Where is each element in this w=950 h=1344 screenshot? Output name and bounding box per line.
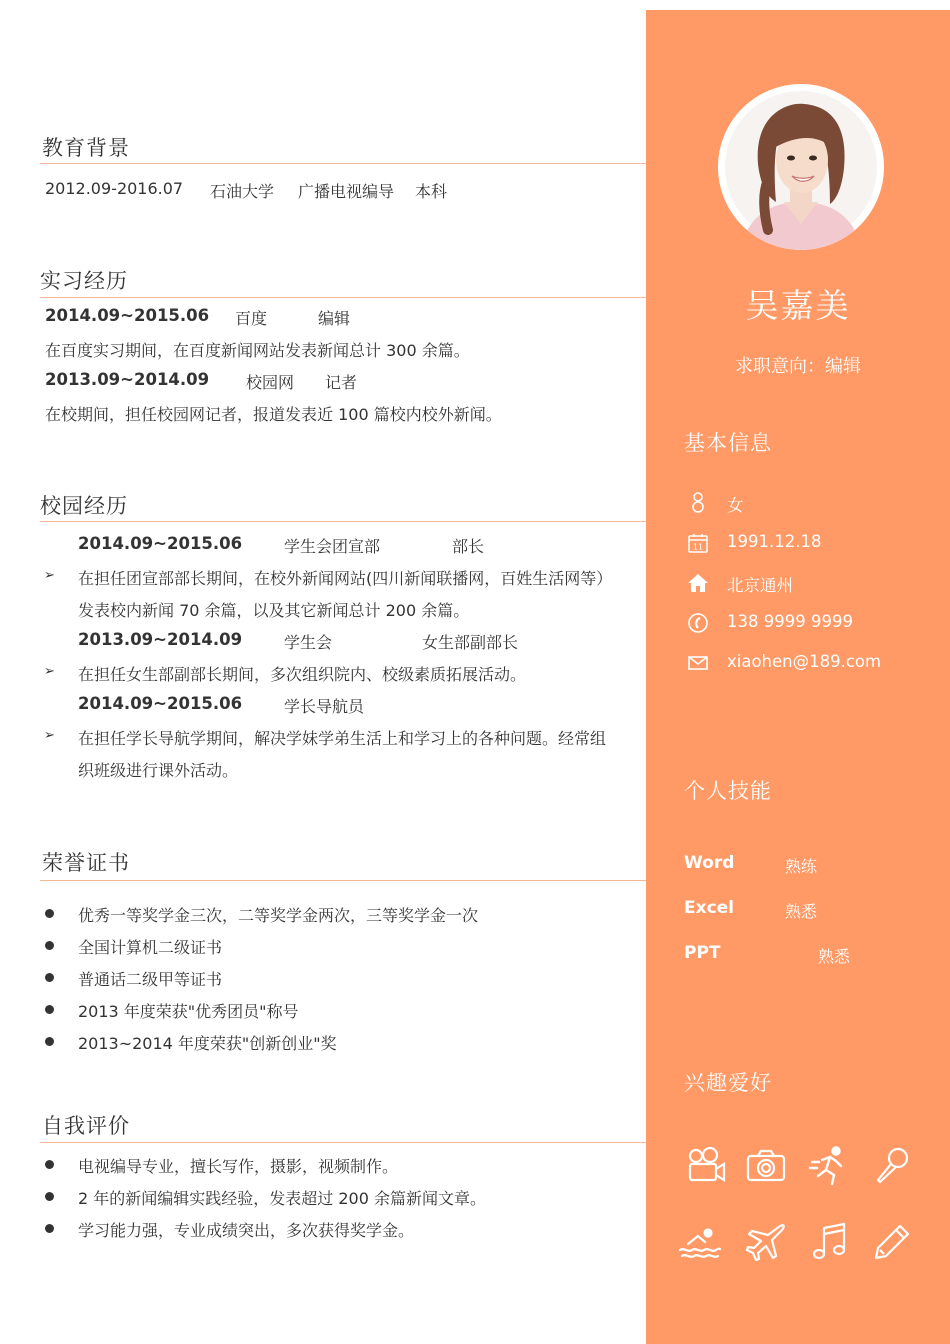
camera-icon [744,1144,788,1188]
honors-rule [40,880,646,881]
self-eval-item: 2 年的新闻编辑实践经验，发表超过 200 余篇新闻文章。 [78,1189,486,1208]
education-major: 广播电视编导 [298,182,395,201]
skill-name: PPT [684,943,721,963]
honor-item: 2013~2014 年度荣获"创新创业"奖 [78,1034,337,1053]
campus-desc: 在担任学长导航学期间，解决学妹学弟生活上和学习上的各种问题。经常组 [78,729,607,748]
bullet-dot-icon [45,909,54,918]
avatar [718,84,884,250]
education-rule [40,163,646,164]
mail-icon [686,651,710,675]
bullet-dot-icon [45,1224,54,1233]
campus-role: 女生部副部长 [422,633,519,652]
education-degree: 本科 [415,182,448,201]
skill-level: 熟悉 [818,947,851,966]
honor-item: 2013 年度荣获"优秀团员"称号 [78,1002,299,1021]
campus-desc-cont: 发表校内新闻 70 余篇，以及其它新闻总计 200 余篇。 [78,601,470,620]
honor-item: 全国计算机二级证书 [78,938,223,957]
internship-title: 实习经历 [40,269,128,293]
campus-title: 校园经历 [40,494,128,518]
skill-level: 熟练 [785,857,818,876]
internship-role: 记者 [325,373,358,392]
honor-item: 普通话二级甲等证书 [78,970,223,989]
arrow-bullet-icon: ➢ [44,664,55,679]
profile-name: 吴嘉美 [745,286,851,325]
arrow-bullet-icon: ➢ [44,568,55,583]
self-eval-item: 电视编导专业，擅长写作，摄影，视频制作。 [78,1157,399,1176]
campus-period: 2014.09~2015.06 [78,534,243,553]
music-note-icon [808,1220,852,1264]
gender-icon [686,490,710,514]
campus-org: 学长导航员 [284,697,365,716]
swimming-icon [678,1220,722,1264]
internship-org: 校园网 [246,373,295,392]
sidebar [646,10,950,1344]
campus-desc: 在担任团宣部部长期间，在校外新闻网站(四川新闻联播网，百姓生活网等） [78,569,613,588]
internship-org: 百度 [235,309,268,328]
email-value: xiaohen@189.com [727,652,882,671]
internship-period: 2014.09~2015.06 [45,306,210,325]
job-intent: 求职意向：编辑 [735,356,861,377]
education-title: 教育背景 [42,136,130,160]
internship-desc: 在校期间，担任校园网记者，报道发表近 100 篇校内校外新闻。 [45,405,502,424]
gender-value: 女 [727,496,744,515]
internship-period: 2013.09~2014.09 [45,370,210,389]
bullet-dot-icon [45,1160,54,1169]
internship-rule [40,297,646,298]
campus-rule [40,521,646,522]
svg-text:11: 11 [692,542,704,552]
campus-period: 2014.09~2015.06 [78,694,243,713]
skill-level: 熟悉 [785,902,818,921]
honors-title: 荣誉证书 [42,851,130,875]
basic-info-title: 基本信息 [684,431,772,455]
internship-role: 编辑 [318,309,351,328]
calendar-icon [686,531,710,555]
microphone-icon [870,1144,914,1188]
skills-title: 个人技能 [684,779,772,803]
bullet-dot-icon [45,1005,54,1014]
video-camera-icon [684,1144,728,1188]
self-eval-item: 学习能力强，专业成绩突出，多次获得奖学金。 [78,1221,415,1240]
location-value: 北京通州 [727,576,793,595]
bullet-dot-icon [45,941,54,950]
campus-period: 2013.09~2014.09 [78,630,243,649]
honor-item: 优秀一等奖学金三次，二等奖学金两次，三等奖学金一次 [78,906,479,925]
bullet-dot-icon [45,1037,54,1046]
pencil-icon [870,1220,914,1264]
bullet-dot-icon [45,973,54,982]
arrow-bullet-icon: ➢ [44,728,55,743]
home-icon [686,571,710,595]
airplane-icon [744,1220,788,1264]
skill-name: Excel [684,898,735,918]
running-icon [808,1144,852,1188]
campus-org: 学生会 [284,633,333,652]
internship-desc: 在百度实习期间，在百度新闻网站发表新闻总计 300 余篇。 [45,341,470,360]
skill-name: Word [684,853,735,873]
self-eval-title: 自我评价 [42,1114,130,1138]
campus-org: 学生会团宣部 [284,537,381,556]
phone-icon [686,611,710,635]
birthday-value: 1991.12.18 [727,532,822,551]
education-school: 石油大学 [210,182,275,201]
campus-role: 部长 [452,537,485,556]
self-eval-rule [40,1142,646,1143]
campus-desc: 在担任女生部副部长期间，多次组织院内、校级素质拓展活动。 [78,665,527,684]
bullet-dot-icon [45,1192,54,1201]
hobbies-title: 兴趣爱好 [684,1071,772,1095]
education-period: 2012.09-2016.07 [45,179,184,198]
phone-value: 138 9999 9999 [727,612,853,631]
campus-desc-cont: 织班级进行课外活动。 [78,761,239,780]
